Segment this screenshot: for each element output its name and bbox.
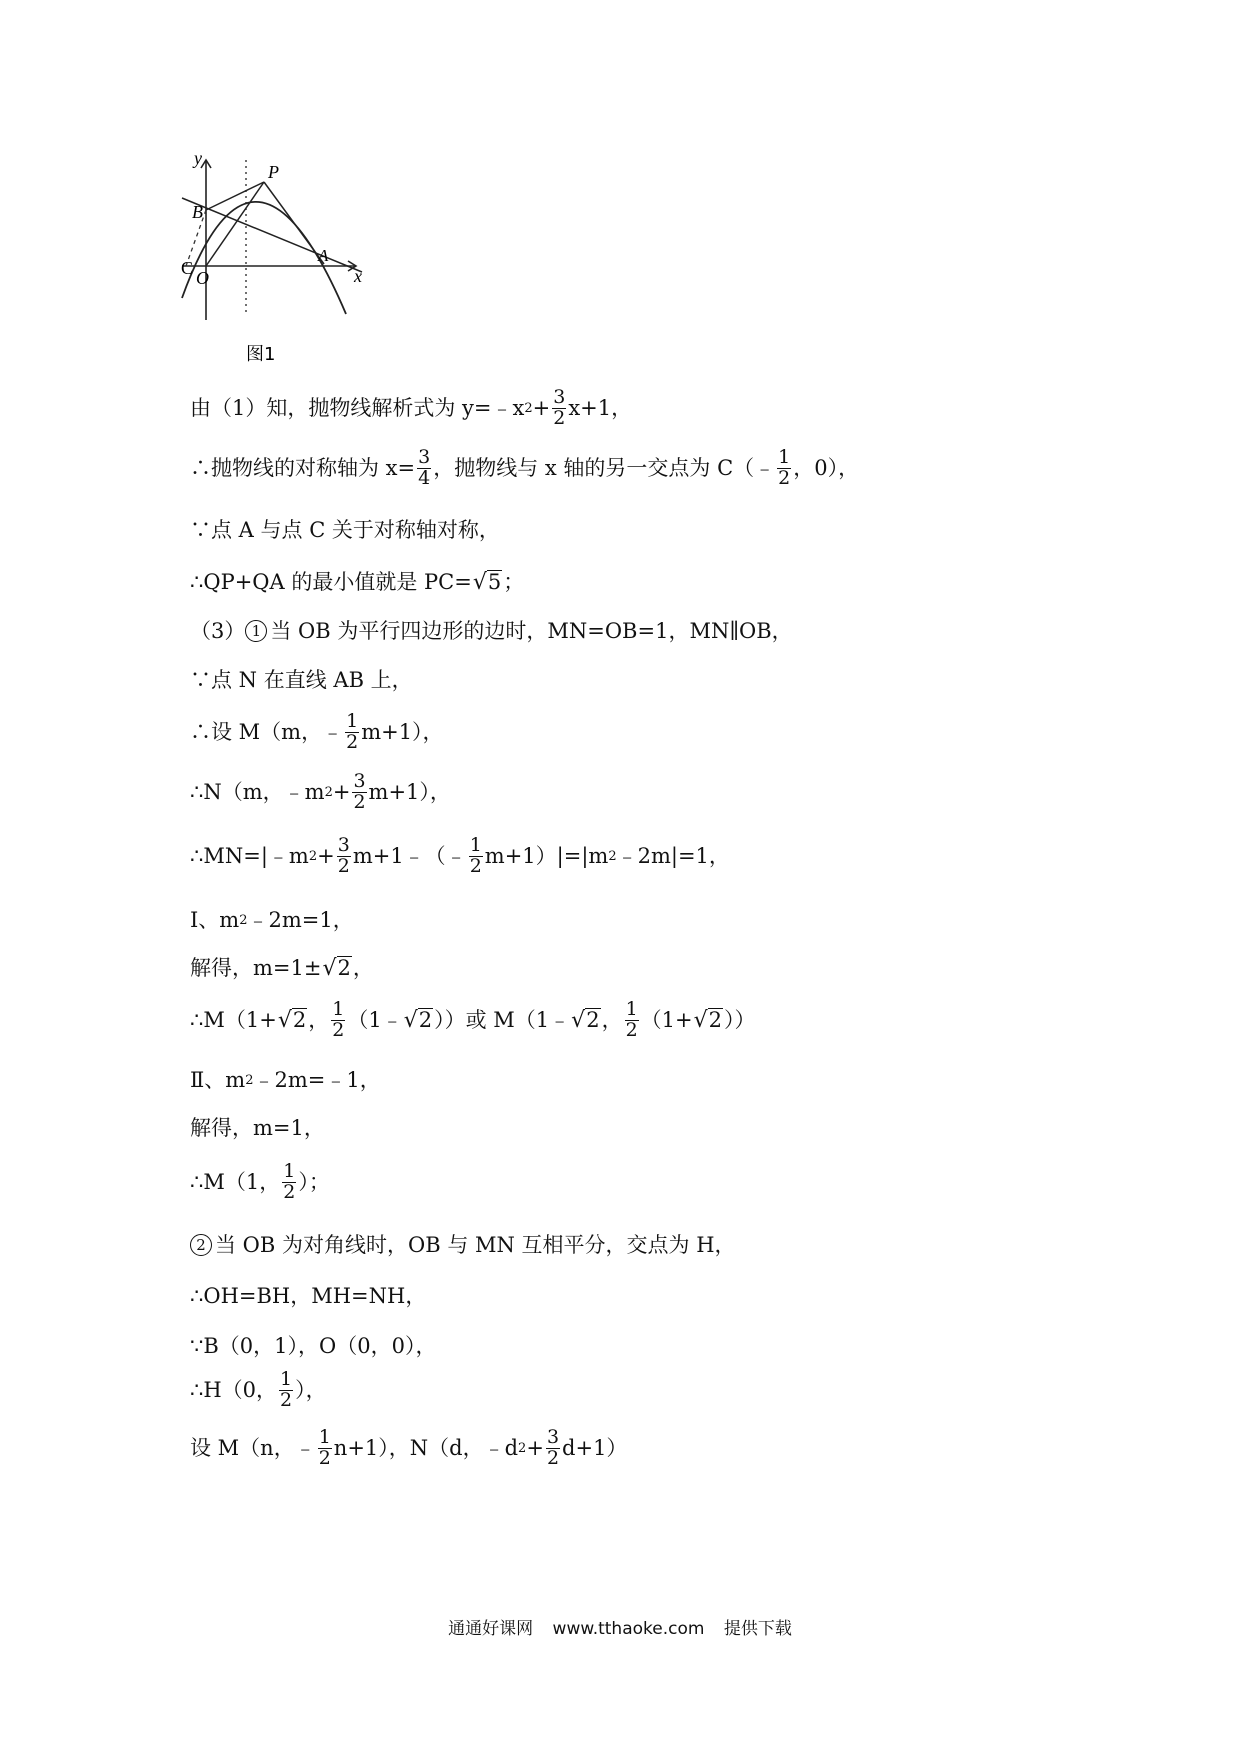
fraction: $\frac{1}{2}$: [318, 1426, 331, 1469]
circled-number: 2: [190, 1234, 212, 1256]
point-o-label: O: [196, 268, 209, 288]
fraction: $\frac{1}{2}$: [283, 1160, 296, 1203]
square-root: √ 5: [472, 570, 502, 596]
parabola-figure: [181, 148, 414, 370]
fraction: $\frac{3}{2}$: [553, 386, 566, 429]
solution-line-11: 解得，m=1± √ 2 ，: [190, 955, 374, 982]
fraction: $\frac{1}{2}$: [346, 710, 359, 753]
square-root: √ 2: [403, 1008, 433, 1034]
solution-line-13: Ⅱ、m 2 ﹣2m=﹣1，: [190, 1068, 381, 1092]
footer-download-text: 提供下载: [723, 1619, 792, 1639]
solution-line-6: ∵点 N 在直线 AB 上，: [190, 668, 413, 692]
square-root: √ 2: [571, 1008, 600, 1034]
fraction: $\frac{3}{4}$: [418, 446, 431, 489]
footer-url[interactable]: www.tthaoke.com: [552, 1619, 705, 1639]
fraction: $\frac{1}{2}$: [625, 998, 638, 1041]
fraction: $\frac{1}{2}$: [332, 998, 345, 1041]
page-footer: [0, 1614, 1240, 1639]
footer-site-name: 通通好课网: [448, 1619, 534, 1639]
y-axis-label: y: [194, 148, 202, 168]
fraction: $\frac{1}{2}$: [778, 446, 791, 489]
solution-line-8: ∴N（m，﹣m 2 + $\frac{3}{2}$ m+1），: [190, 770, 451, 813]
solution-line-15: ∴M（1， $\frac{1}{2}$ ）；: [190, 1160, 330, 1203]
square-root: √ 2: [322, 956, 351, 982]
solution-line-2: ∴抛物线的对称轴为 x= $\frac{3}{4}$ ，抛物线与 x 轴的另一交点为 C（﹣ $\frac{1}{2}$ ，0），: [190, 446, 860, 489]
point-c-label: C: [181, 258, 194, 278]
solution-line-5: （3） 1 当 OB 为平行四边形的边时，MN=OB=1，MN∥OB，: [190, 618, 793, 643]
solution-line-19: ∴H（0， $\frac{1}{2}$ ），: [190, 1368, 327, 1411]
fraction: $\frac{3}{2}$: [546, 1426, 560, 1469]
x-axis-label: x: [354, 266, 362, 286]
point-a-label: A: [318, 246, 329, 265]
solution-line-17: ∴OH=BH，MH=NH，: [190, 1284, 427, 1308]
figure-caption: 图1: [246, 344, 276, 365]
point-p-label: P: [268, 162, 279, 182]
solution-line-14: 解得，m=1，: [190, 1116, 325, 1140]
solution-line-3: ∵点 A 与点 C 关于对称轴对称，: [190, 518, 500, 542]
solution-line-4: ∴QP+QA 的最小值就是 PC= √ 5 ；: [190, 569, 525, 596]
solution-line-16: 2 当 OB 为对角线时，OB 与 MN 互相平分，交点为 H，: [190, 1234, 736, 1256]
solution-line-10: Ⅰ、m 2 ﹣2m=1，: [190, 908, 354, 932]
fraction: $\frac{3}{2}$: [353, 770, 366, 813]
solution-line-12: ∴M（1+ √ 2 ， $\frac{1}{2}$ （1﹣ √ 2 ））或 M（1﹣ √ 2 ， $\frac{1}{2}$ （1+ √ 2 ））: [190, 998, 756, 1041]
solution-line-18: ∵B（0，1），O（0，0），: [190, 1334, 437, 1358]
solution-line-20: 设 M（n，﹣ $\frac{1}{2}$ n+1），N（d，﹣d 2 + $\frac{3}{2}$ d+1）: [190, 1426, 628, 1469]
fraction: $\frac{1}{2}$: [469, 834, 482, 877]
fraction: $\frac{3}{2}$: [337, 834, 350, 877]
square-root: √ 2: [693, 1008, 723, 1034]
square-root: √ 2: [277, 1008, 307, 1034]
fraction: $\frac{1}{2}$: [280, 1368, 293, 1411]
solution-line-1: 由（1）知，抛物线解析式为 y=﹣x 2 + $\frac{3}{2}$ x+1，: [190, 386, 633, 429]
circled-number: 1: [245, 620, 267, 642]
point-b-label: B: [192, 202, 203, 222]
solution-line-7: ∴设 M（m，﹣ $\frac{1}{2}$ m+1），: [190, 710, 444, 753]
solution-line-9: ∴MN=|﹣m 2 + $\frac{3}{2}$ m+1﹣（﹣ $\frac{1}{2}$ m+1）|=|m 2 ﹣2m|=1，: [190, 834, 730, 877]
